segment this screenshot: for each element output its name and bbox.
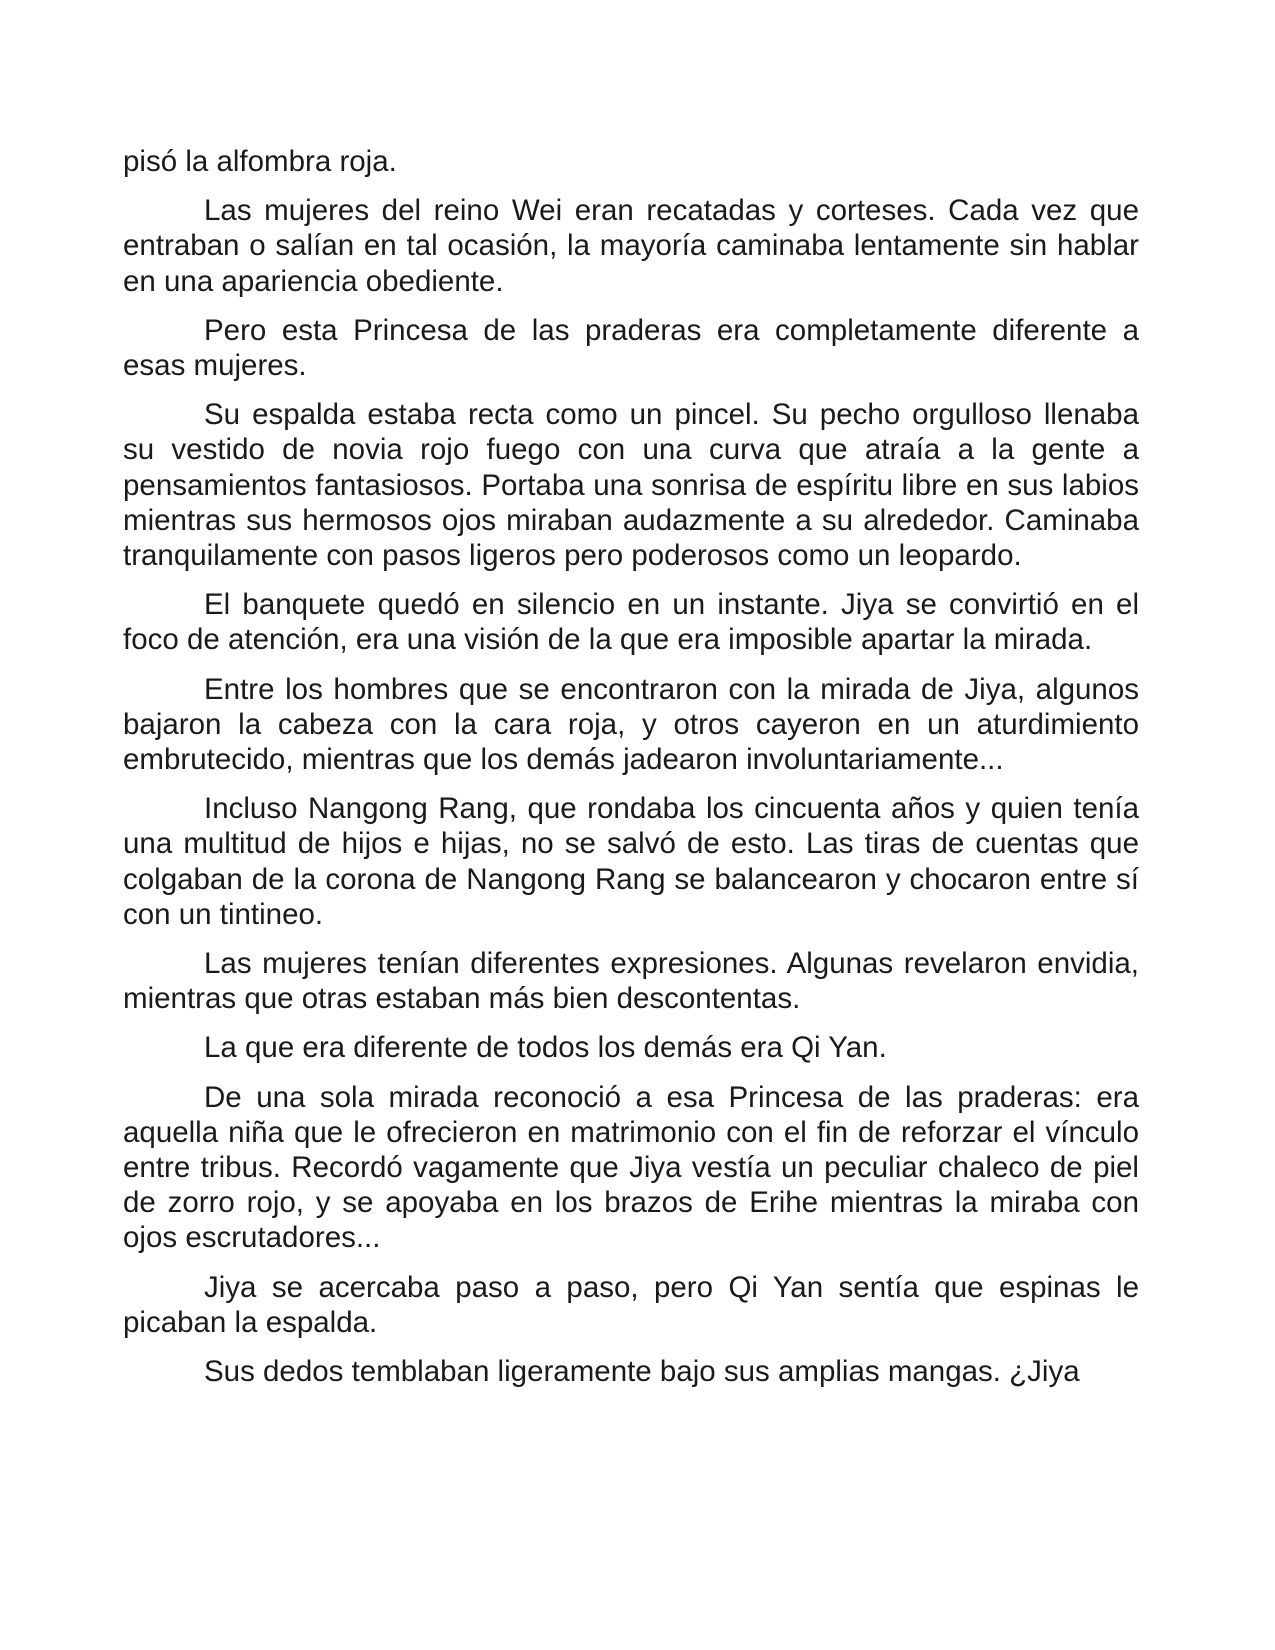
paragraph: Entre los hombres que se encontraron con la mirada de Jiya, algunos bajaron la cabeza con la cara roja, y otros cayeron en un aturdimiento embrutecido, mientras que los demás jadearon involuntariamente... [123,672,1139,777]
paragraph: La que era diferente de todos los demás era Qi Yan. [204,1031,887,1065]
paragraph: Sus dedos temblaban ligeramente bajo sus amplias mangas. ¿Jiya [204,1355,1080,1389]
paragraph: De una sola mirada reconoció a esa Princesa de las praderas: era aquella niña que le ofrecieron en matrimonio con el fin de reforzar el vínculo entre tribus. Recordó vagamente que Jiya vestía un peculiar chaleco de piel de zorro rojo, y se apoyaba en los brazos de Erihe mientras la miraba con ojos escrutadores... [123,1080,1139,1255]
paragraph: Incluso Nangong Rang, que rondaba los cincuenta años y quien tenía una multitud de hijos e hijas, no se salvó de esto. Las tiras de cuentas que colgaban de la corona de Nangong Rang se balancearon y chocaron entre sí con un tintineo. [123,792,1139,931]
paragraph: Su espalda estaba recta como un pincel. Su pecho orgulloso llenaba su vestido de novia rojo fuego con una curva que atraía a la gente a pensamientos fantasiosos. Portaba una sonrisa de espíritu libre en sus labios mientras sus hermosos ojos miraban audazmente a su alrededor. Caminaba tranquilamente con pasos ligeros pero poderosos como un leopardo. [123,398,1139,573]
body-text [123,144,1139,1403]
paragraph: Pero esta Princesa de las praderas era completamente diferente a esas mujeres. [123,313,1139,383]
paragraph: Las mujeres del reino Wei eran recatadas y corteses. Cada vez que entraban o salían en tal ocasión, la mayoría caminaba lentamente sin hablar en una apariencia obediente. [123,194,1139,298]
paragraph-continuation: pisó la alfombra roja. [123,145,397,178]
paragraph: Jiya se acercaba paso a paso, pero Qi Yan sentía que espinas le picaban la espalda. [123,1270,1139,1339]
paragraph: El banquete quedó en silencio en un instante. Jiya se convirtió en el foco de atención, era una visión de la que era imposible apartar la mirada. [123,588,1139,657]
paragraph: Las mujeres tenían diferentes expresiones. Algunas revelaron envidia, mientras que otras estaban más bien descontentas. [123,947,1139,1016]
